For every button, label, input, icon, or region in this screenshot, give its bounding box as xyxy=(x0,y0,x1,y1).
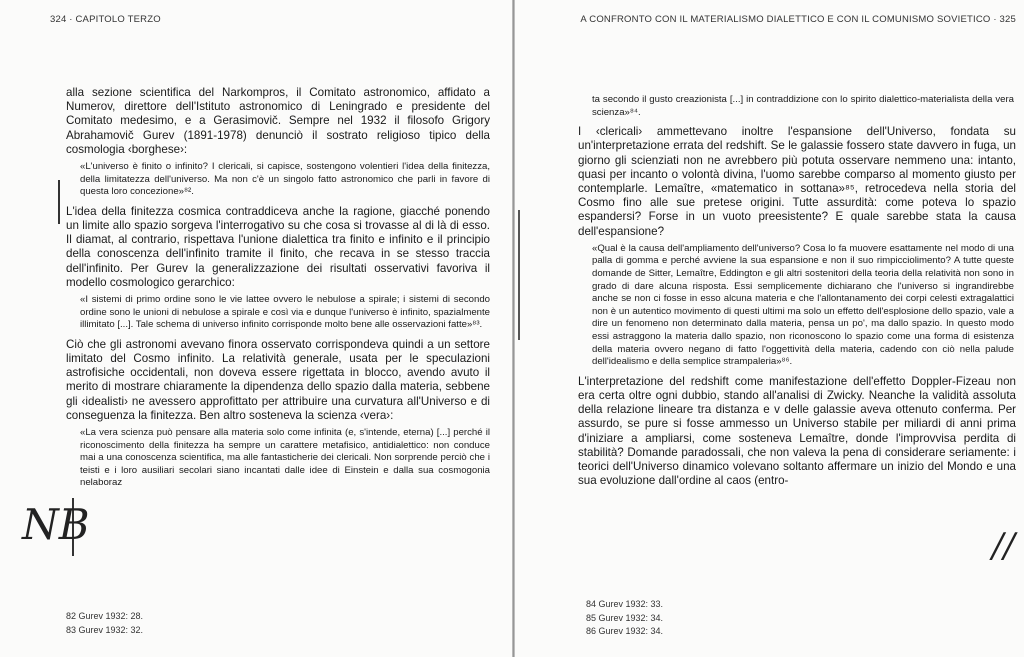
footnote: 84 Gurev 1932: 33. xyxy=(586,599,664,609)
left-page xyxy=(0,0,510,657)
footnote: 82 Gurev 1932: 28. xyxy=(66,611,144,621)
footnote: 83 Gurev 1932: 32. xyxy=(66,624,144,635)
margin-note-slashes: // xyxy=(992,526,1015,566)
right-running-head: A CONFRONTO CON IL MATERIALISMO DIALETTICO E CON IL COMUNISMO SOVIETICO · 325 xyxy=(580,14,1016,25)
right-quote-1: «Qual è la causa dell'ampliamento dell'universo? Cosa lo fa muovere esattamente nel modo di una palla di gomma e perché avviene la sua espansione e non il suo rimpicciolimento? A tutte queste domande de Sitter, Lemaître, Eddington e gli altri sostenitori della teoria della relatività non sono in grado di dare alcuna risposta. Essi semplicemente dichiarano che l'universo si ingrandirebbe anche se non ci fosse in esso alcuna materia e che l'allontanamento dei corpi celesti extragalattici non è un autentico movimento di questi ultimi ma solo un effetto dell'esplosione dello spazio, vale a dire un fenomeno non determinato dalla materia, pensa un po', ma dallo spazio. In questo modo essi astraggono la materia dallo spazio, non riconoscono lo spazio come una forma di esistenza della materia ovvero negano di fatto l'oggettività della materia, cadendo con ciò nella palude dell'idealismo e della semplice strampaleria»⁸⁶. xyxy=(592,242,1014,368)
left-page-body xyxy=(66,86,490,496)
left-paragraph-2: L'idea della finitezza cosmica contraddiceva anche la ragione, giacché ponendo un limite allo spazio sorgeva l'interrogativo su che cosa si trovasse al di là di esso. Il diamat, al contrario, rispettava l'unione dialettica tra finito e infinito e il principio della conoscenza dell'infinito tramite il finito, che recava in se stesso traccia dell'infinito. Per Gurev la generalizzazione dei risultati osservativi favoriva il modello cosmologico gerarchico: xyxy=(66,204,490,289)
left-quote-2: «I sistemi di primo ordine sono le vie lattee ovvero le nebulose a spirale; i sistemi di secondo ordine sono le unioni di nebulose a spirale e così via e dunque l'universo è infinito, spazialmente illimitato [...]. Tale schema di universo infinito corrisponde molto bene alle osservazioni fatte»⁸³. xyxy=(80,294,490,331)
right-paragraph-2: L'interpretazione del redshift come manifestazione dell'effetto Doppler-Fizeau non era certa oltre ogni dubbio, stando all'analisi di Zwicky. Neanche la validità assoluta della relazione lineare tra distanza e v delle galassie aveva ottenuto conferma. Per assurdo, se pure si fosse ammesso un Universo stabile per miliardi di anni prima d'iniziare a ampliarsi, come sosteneva Lemaître, donde l'improvvisa perdita di stabilità? Domande paradossali, che non valeva la pena di considerare seriamente: i teorici dell'Universo dinamico volevano soltanto affermare un inizio del Mondo e una sua evoluzione dall'ordine al caos (entro- xyxy=(578,374,1016,488)
footnote: 86 Gurev 1932: 34. xyxy=(586,626,664,636)
left-running-head: 324 · CAPITOLO TERZO xyxy=(50,14,161,25)
right-paragraph-1: I ‹clericali› ammettevano inoltre l'espansione dell'Universo, fondata su un'interpretazione errata del redshift. Se le galassie fossero state davvero in fuga, un giorno gli scienziati non ne avrebbero più potuta osservare nemmeno una: intanto, quasi per incanto o volontà divina, l'uomo sarebbe comparso al momento giusto per contemplarle. Lemaître, «matematico in sottana»⁸⁵, retrocedeva nella storia del Cosmo fino alle sue pretese origini. Tutte assurdità: come poteva lo spazio espandersi? Forse in un vuoto preesistente? E quale sarebbe stata la causa dell'espansione? xyxy=(578,125,1016,238)
margin-note-nb: NB xyxy=(22,500,90,549)
margin-bracket xyxy=(58,180,60,224)
right-quote-continued: ta secondo il gusto creazionista [...] in contraddizione con lo spirito dialettico-materialista della vera scienza»⁸⁴. xyxy=(592,94,1014,118)
left-quote-3: «La vera scienza può pensare alla materia solo come infinita (e, s'intende, eterna) [...] perché il riconoscimento della finitezza ha sempre un carattere metafisico, antidialettico: non conduce mai a una conoscenza scientifica, ma alle fantasticherie dei clericali. Non sorprende perciò che i teisti e i loro ausiliari secolari siano incantati dalle idee di Einstein e dalla sua cosmogonia nelaboraz xyxy=(80,427,490,489)
left-paragraph-3: Ciò che gli astronomi avevano finora osservato corrispondeva quindi a un settore limitato del Cosmo infinito. La relatività generale, usata per le speculazioni astrofisiche occidentali, non doveva essere rigettata in blocco, avendo avuto il merito di mostrare chiaramente la dipendenza dello spazio dalla materia, sebbene gli ‹idealisti› ne avessero approfittato per attribuire una curvatura all'Universo e di conseguenza la finitezza. Ben altro sosteneva la scienza ‹vera›: xyxy=(66,337,490,422)
left-footnotes xyxy=(66,610,143,637)
right-page-body xyxy=(578,94,1016,492)
book-gutter xyxy=(512,0,515,657)
right-page xyxy=(516,0,1024,657)
left-paragraph-1: alla sezione scientifica del Narkompros, il Comitato astronomico, affidato a Numerov, direttore dell'Istituto astronomico di Leningrado e presidente del Comitato medesimo, e a Gerasimovič. Sempre nel 1932 il filosofo Grigory Abrahamovič Gurev (1891-1978) denunciò il sostrato religioso tipico della cosmologia ‹borghese›: xyxy=(66,86,490,156)
right-footnotes xyxy=(586,598,663,639)
footnote: 85 Gurev 1932: 34. xyxy=(586,612,664,623)
left-quote-1: «L'universo è finito o infinito? I clericali, si capisce, sostengono volentieri l'idea della finitezza, della limitatezza dell'universo. Ma non c'è un singolo fatto astronomico che parli in favore di questa loro concezione»⁸². xyxy=(80,161,490,198)
